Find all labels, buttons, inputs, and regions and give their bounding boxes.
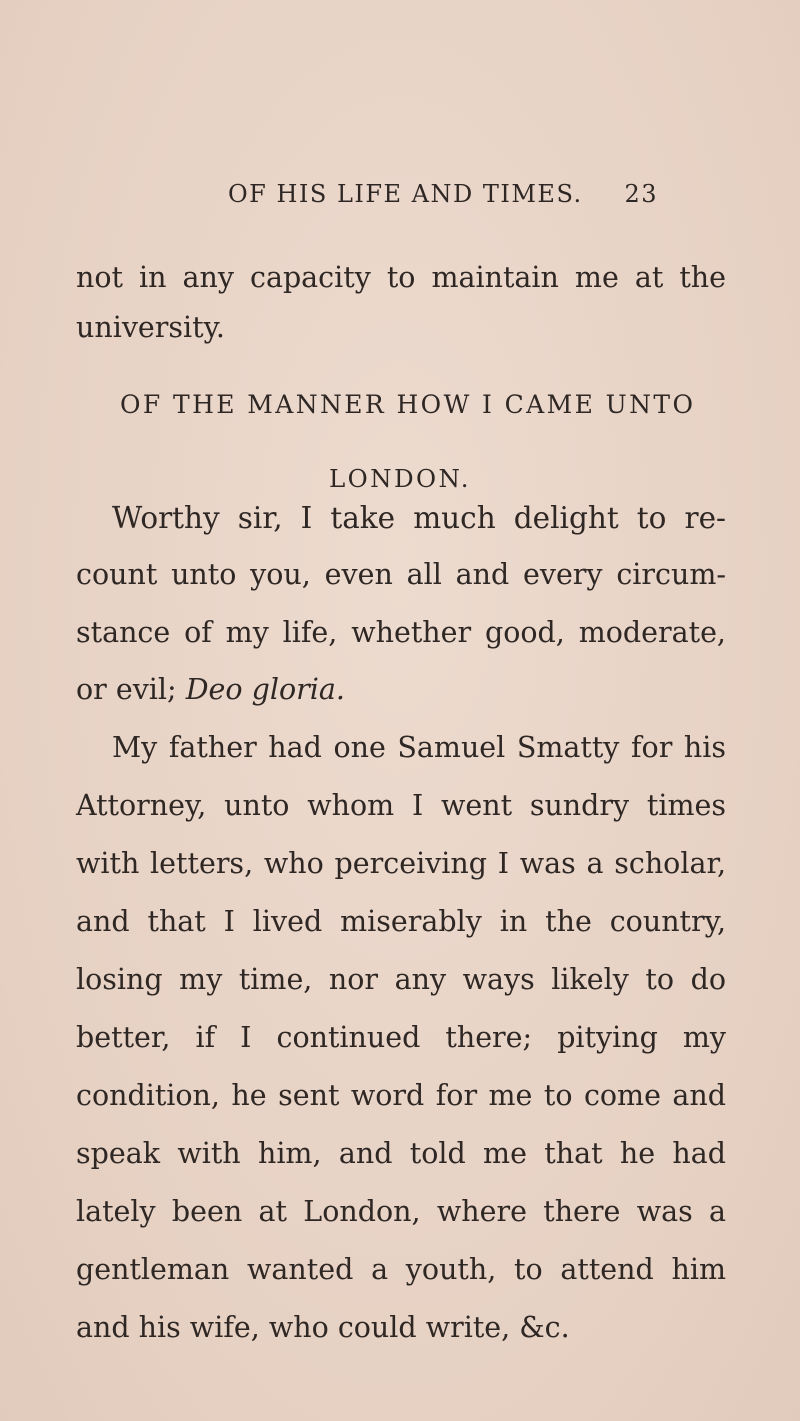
page-number: 23 <box>624 180 658 208</box>
paragraph2-line-6: better, if I continued there; pitying my <box>76 1021 726 1054</box>
paragraph1-line-3: stance of my life, whether good, moderate, <box>76 616 726 649</box>
paragraph2-line-7: condition, he sent word for me to come and <box>76 1079 726 1112</box>
paragraph2-line-10: gentleman wanted a youth, to attend him <box>76 1253 726 1286</box>
running-head-title: OF HIS LIFE AND TIMES. <box>228 180 583 208</box>
paragraph2-line-2: Attorney, unto whom I went sundry times <box>76 789 726 822</box>
paragraph2-line-9: lately been at London, where there was a <box>76 1195 726 1228</box>
paragraph2-line-3: with letters, who perceiving I was a scholar, <box>76 847 726 880</box>
running-head <box>228 180 658 208</box>
section-heading-line-1: OF THE MANNER HOW I CAME UNTO <box>120 390 696 419</box>
paragraph1-line-4-text: or evil; <box>76 673 186 706</box>
paragraph2-line-1: My father had one Samuel Smatty for his <box>112 731 726 764</box>
paragraph1-line-1: Worthy sir, I take much delight to re- <box>112 501 726 535</box>
paragraph1-line-4 <box>76 670 726 710</box>
paragraph2-line-4: and that I lived miserably in the country, <box>76 905 726 938</box>
paragraph2-line-5: losing my time, nor any ways likely to do <box>76 963 726 996</box>
deo-gloria-italic: Deo gloria. <box>185 673 345 706</box>
section-heading-line-2: LONDON. <box>329 464 471 493</box>
paragraph2-line-8: speak with him, and told me that he had <box>76 1137 726 1170</box>
continuation-line-1: not in any capacity to maintain me at the <box>76 261 726 294</box>
paragraph2-line-11: and his wife, who could write, &c. <box>76 1311 570 1344</box>
continuation-line-2: university. <box>76 311 225 344</box>
paragraph1-line-2: count unto you, even all and every circum- <box>76 558 726 591</box>
